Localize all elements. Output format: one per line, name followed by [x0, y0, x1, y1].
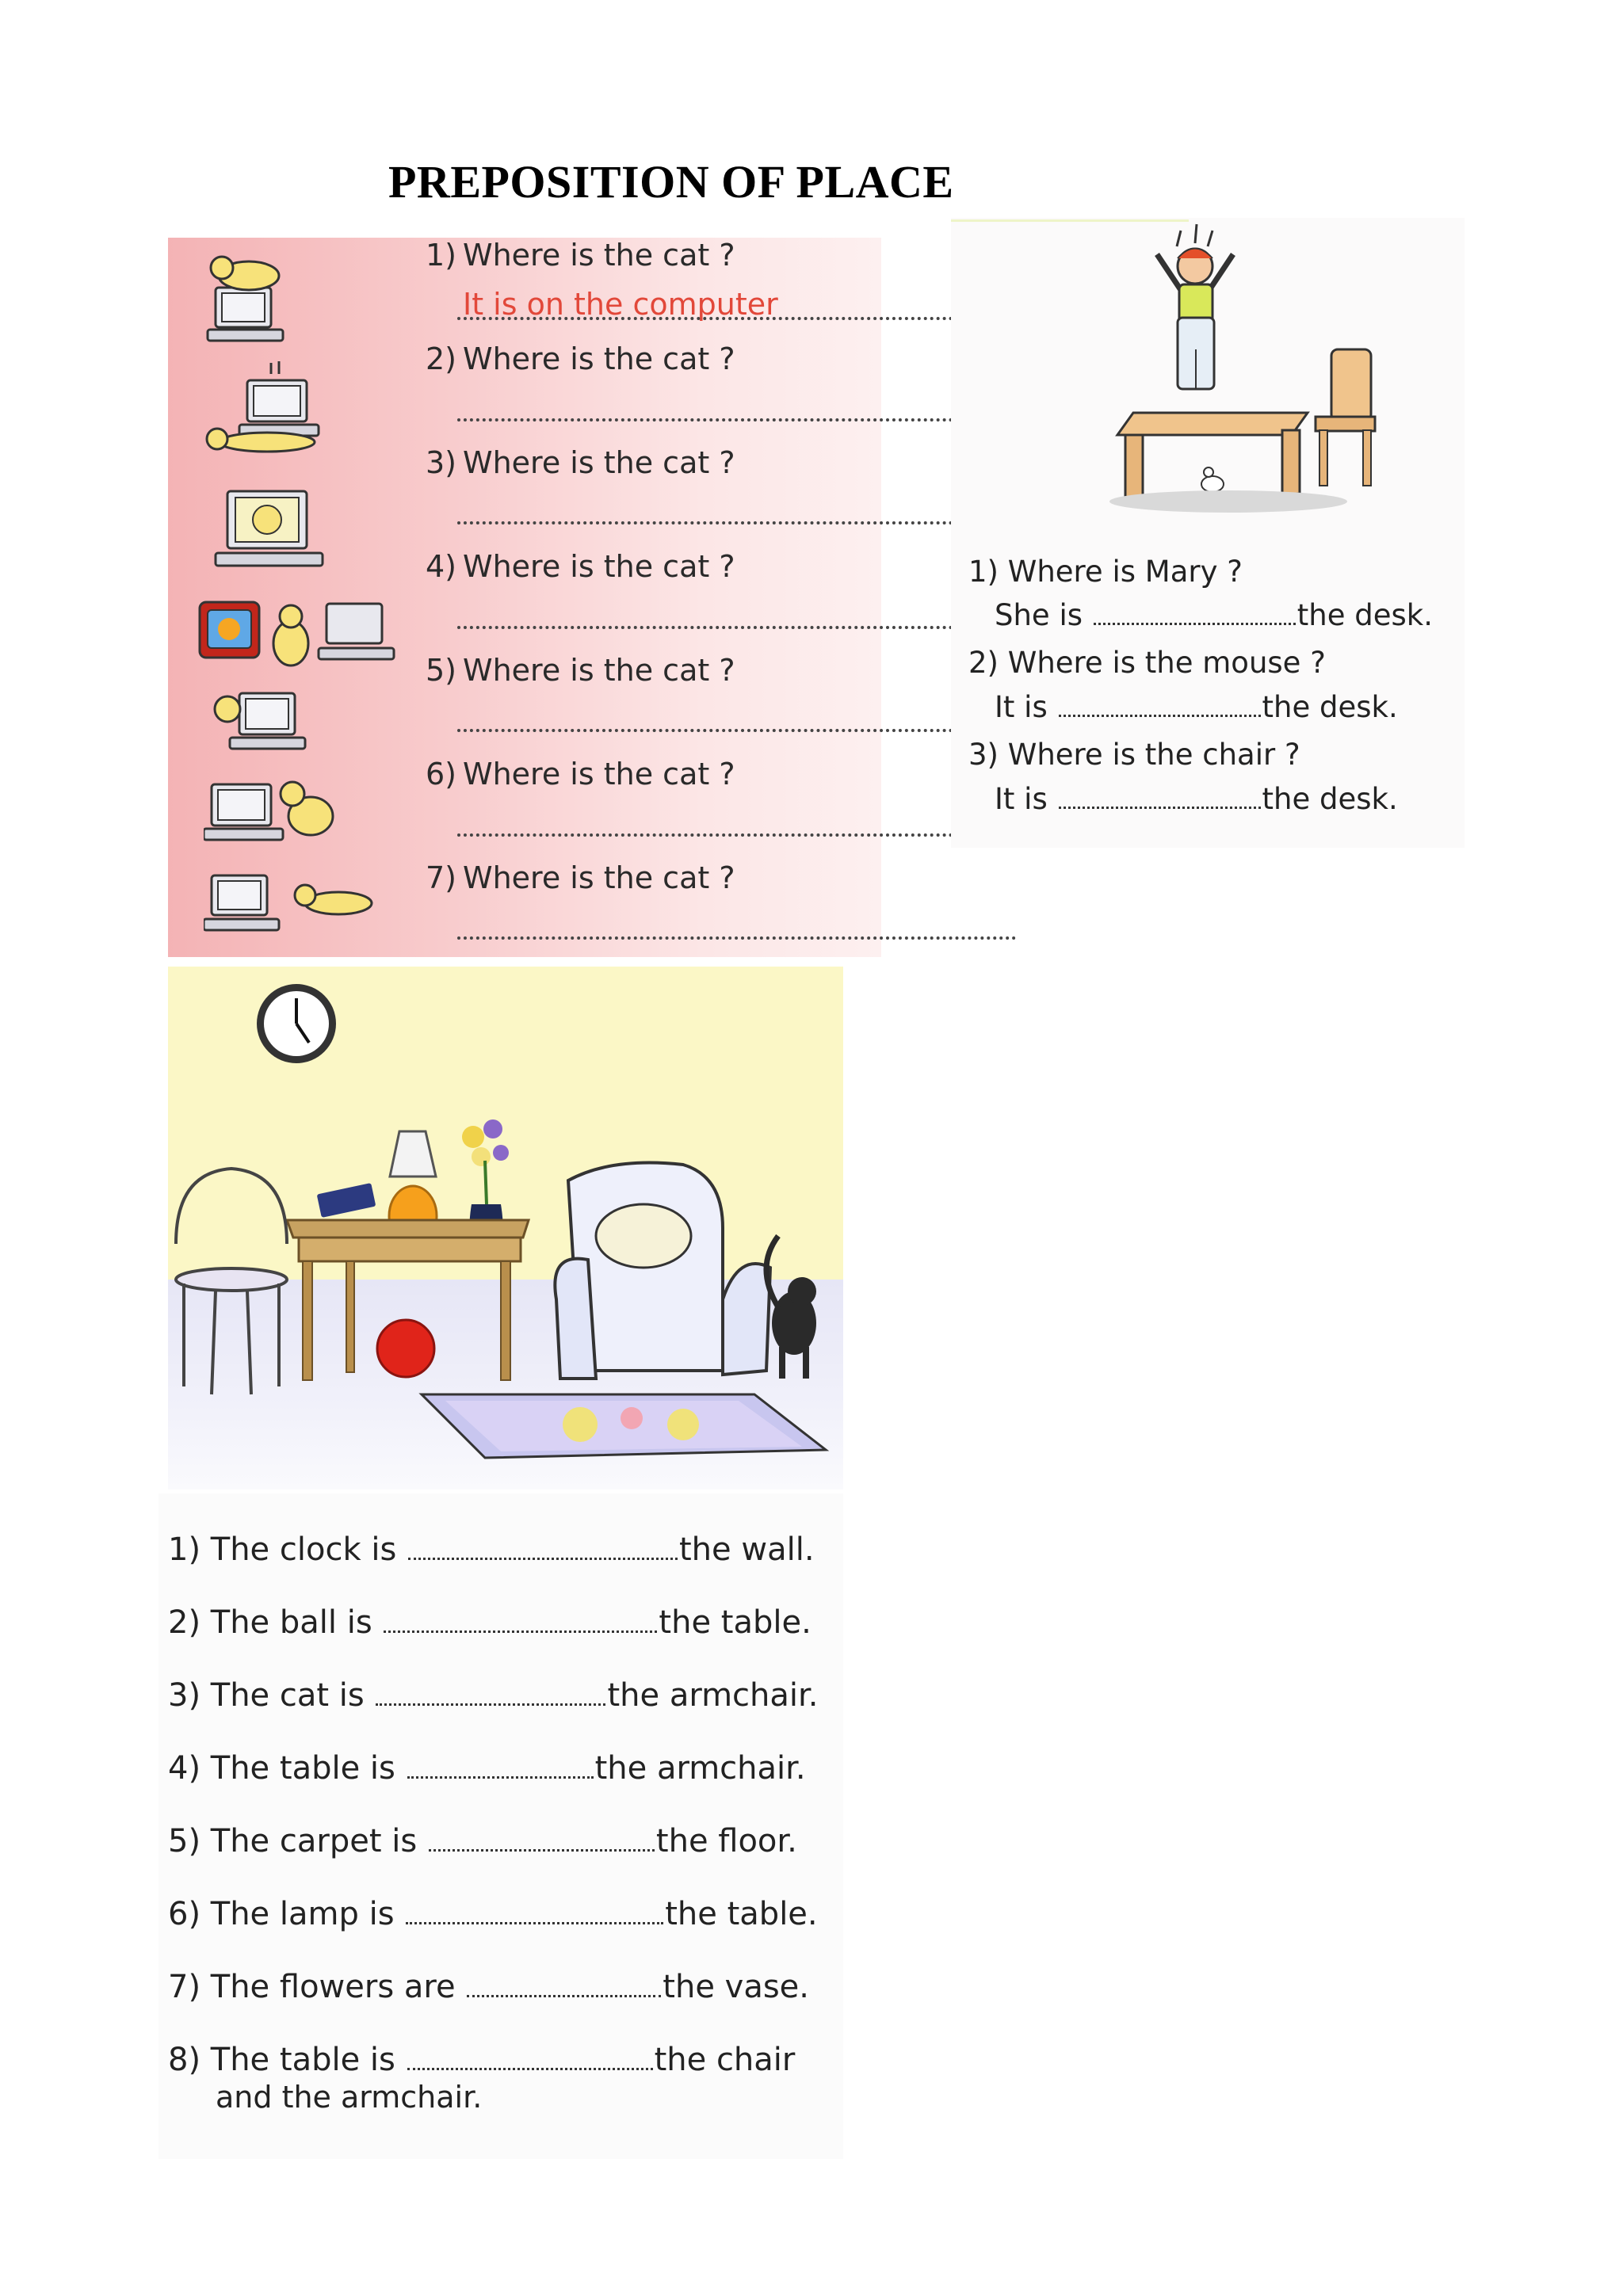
cat-next-to-computer-illustration: [204, 761, 362, 856]
cat-behind-computer-illustration: [200, 685, 319, 765]
answer-line-3[interactable]: [457, 521, 1016, 524]
cat-question-4: 4) Where is the cat ?: [426, 549, 735, 584]
cat-question-7: 7) Where is the cat ?: [426, 860, 735, 895]
cat-question-2: 2) Where is the cat ?: [426, 341, 735, 376]
cat-question-1: 1) Where is the cat ?: [426, 238, 735, 273]
room-sentence-3-blank[interactable]: [376, 1703, 605, 1706]
chair-icon: [176, 1169, 287, 1394]
clock-icon: [257, 984, 336, 1063]
page-title: PREPOSITION OF PLACE: [388, 156, 954, 208]
cat-question-3: 3) Where is the cat ?: [426, 445, 735, 480]
carpet-icon: [422, 1394, 826, 1458]
cat-between-tv-and-computer-illustration: [192, 586, 406, 681]
cat-question-5: 5) Where is the cat ?: [426, 653, 735, 688]
mary-answer-2-blank[interactable]: [1059, 715, 1261, 717]
room-sentence-5-blank[interactable]: [429, 1849, 655, 1852]
armchair-icon: [555, 1163, 770, 1379]
room-illustration: [168, 967, 843, 1489]
room-sentence-7-blank[interactable]: [467, 1995, 661, 1997]
ball-icon: [377, 1320, 434, 1377]
room-scene: [168, 967, 843, 1489]
cat-under-computer-illustration: [200, 357, 334, 460]
room-sentences-panel: [158, 1493, 843, 2159]
answer-line-5[interactable]: [457, 729, 1016, 732]
room-sentence-1-blank[interactable]: [408, 1558, 678, 1560]
room-sentence-8-continued: and the armchair.: [216, 2080, 483, 2115]
mary-answer-1: She is the desk.: [995, 598, 1433, 632]
answer-line-4[interactable]: [457, 626, 1016, 629]
room-sentence-1: 1) The clock is the wall.: [168, 1531, 815, 1568]
girl-on-desk-illustration: [1102, 223, 1403, 540]
mary-question-2: 2) Where is the mouse ?: [968, 646, 1326, 680]
mary-question-3: 3) Where is the chair ?: [968, 738, 1300, 772]
room-sentence-3: 3) The cat is the armchair.: [168, 1677, 819, 1714]
mary-answer-1-blank[interactable]: [1094, 623, 1296, 625]
room-sentence-7: 7) The flowers are the vase.: [168, 1969, 809, 2005]
answer-line-1[interactable]: [457, 317, 1016, 320]
cat-in-computer-illustration: [212, 483, 330, 582]
room-sentence-8-blank[interactable]: [407, 2068, 653, 2070]
room-sentence-5: 5) The carpet is the floor.: [168, 1823, 797, 1859]
mary-exercise-panel: [951, 218, 1465, 848]
mary-answer-2: It is the desk.: [995, 690, 1398, 724]
cat-on-computer-illustration: [200, 244, 311, 347]
room-sentence-2-blank[interactable]: [384, 1630, 657, 1633]
answer-line-2[interactable]: [457, 418, 1016, 421]
mary-answer-3-blank[interactable]: [1059, 807, 1261, 809]
cat-running-from-computer-illustration: [204, 864, 410, 943]
room-sentence-6-blank[interactable]: [406, 1922, 663, 1924]
example-answer: It is on the computer: [463, 287, 778, 322]
room-sentence-4: 4) The table is the armchair.: [168, 1750, 806, 1787]
mary-question-1: 1) Where is Mary ?: [968, 555, 1243, 589]
mary-answer-3: It is the desk.: [995, 782, 1398, 816]
answer-line-7[interactable]: [457, 936, 1016, 940]
room-sentence-2: 2) The ball is the table.: [168, 1604, 812, 1641]
cat-icon: [766, 1236, 816, 1379]
answer-line-6[interactable]: [457, 833, 1016, 837]
room-sentence-4-blank[interactable]: [407, 1776, 594, 1779]
cat-question-6: 6) Where is the cat ?: [426, 757, 735, 791]
room-sentence-8: 8) The table is the chair: [168, 2042, 796, 2078]
room-sentence-6: 6) The lamp is the table.: [168, 1896, 818, 1932]
cat-exercise-panel: [168, 238, 881, 957]
